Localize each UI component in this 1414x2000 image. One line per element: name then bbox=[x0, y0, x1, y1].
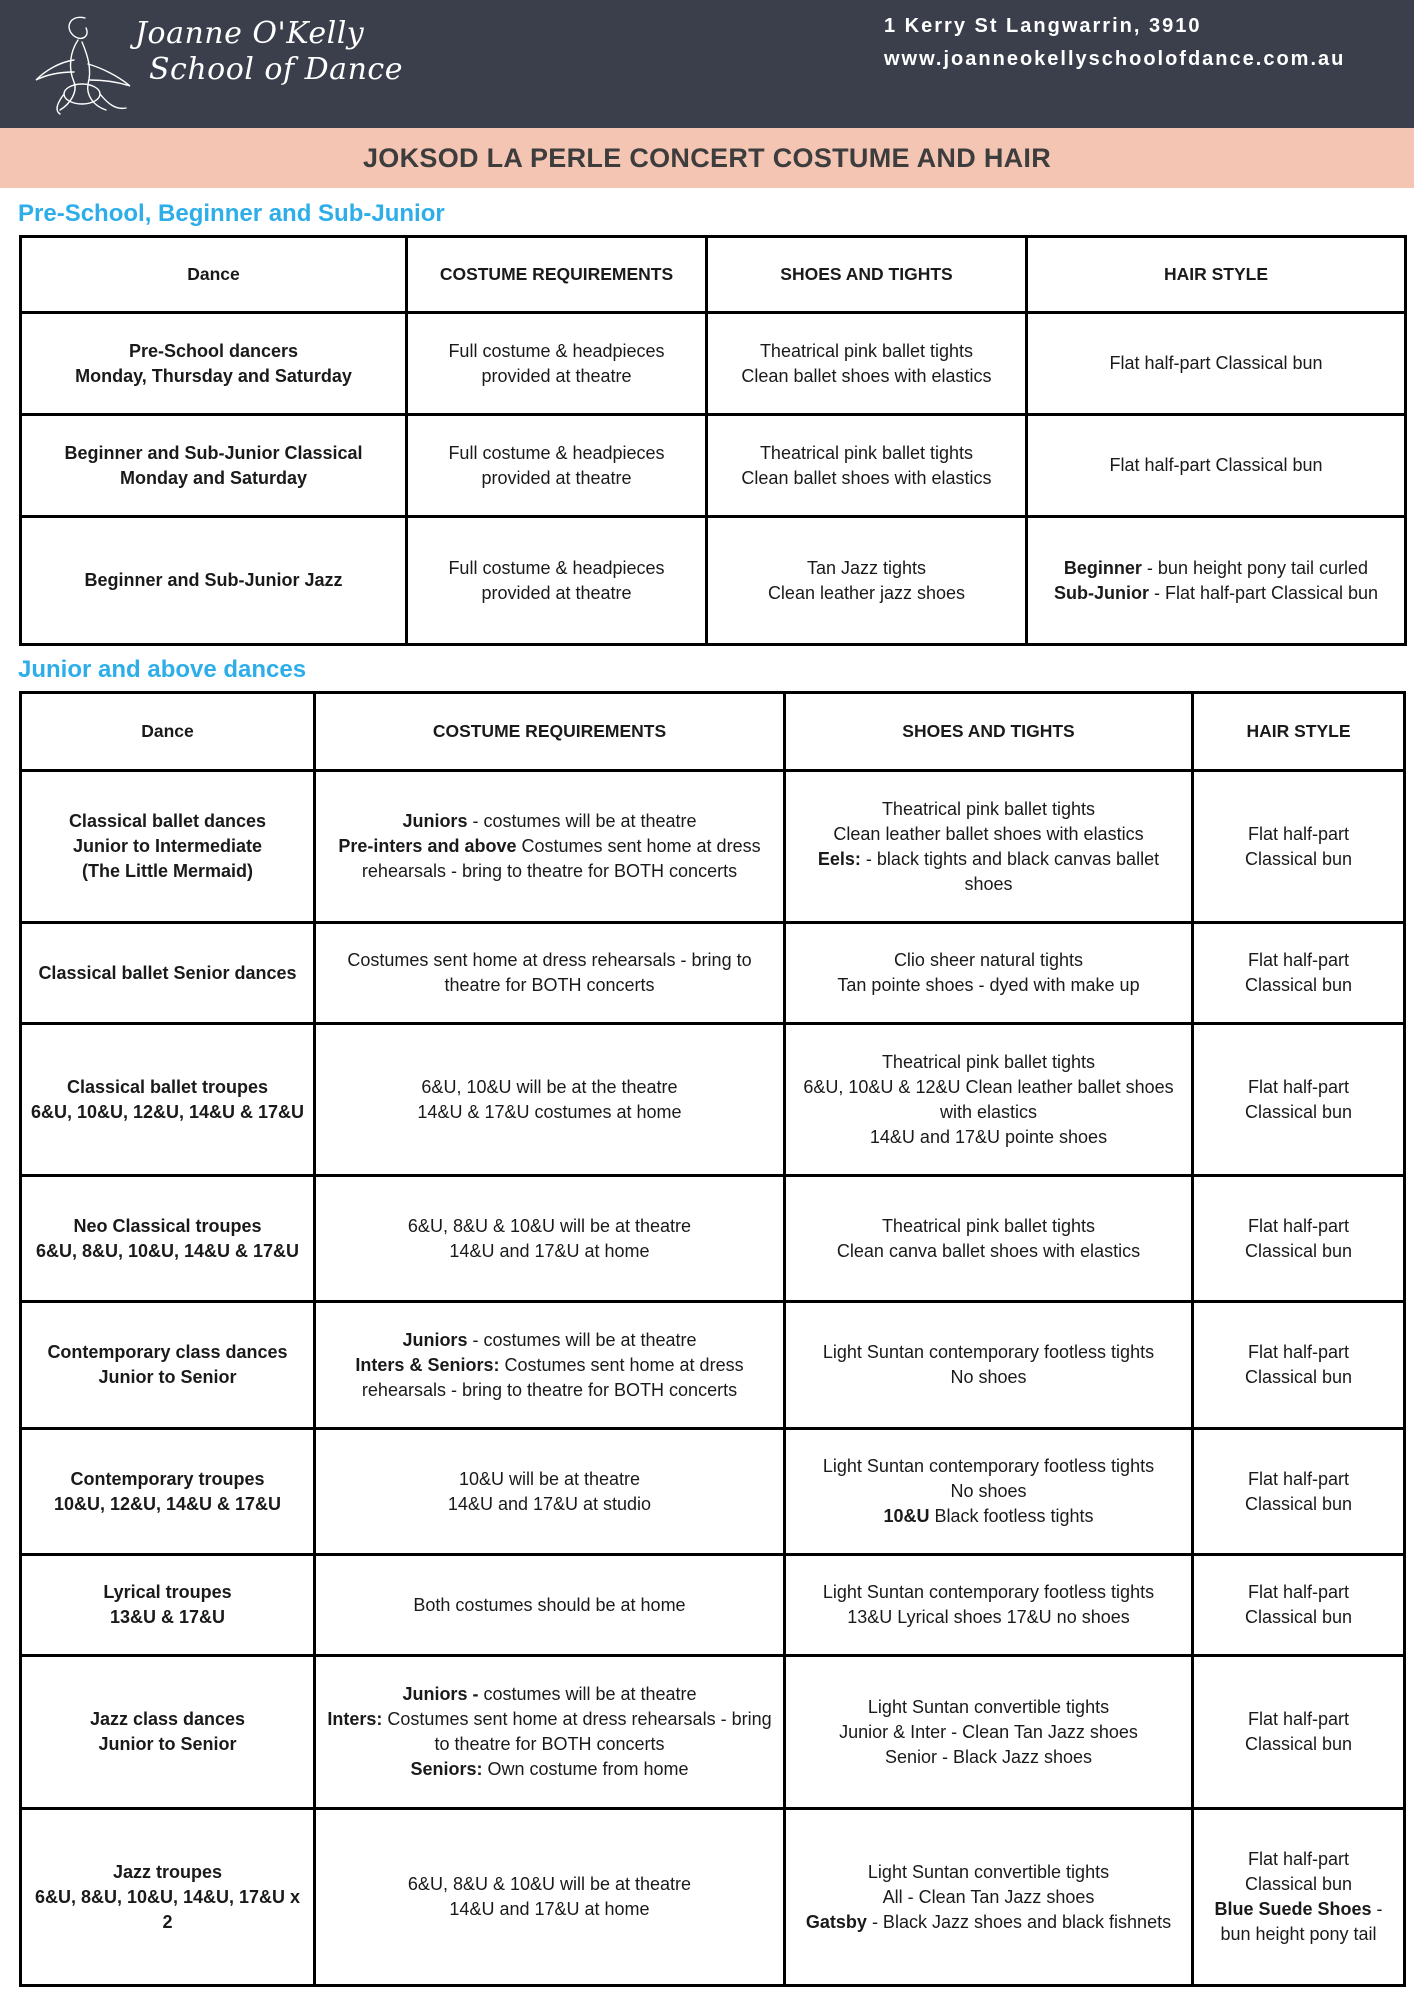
shoes-line: Light Suntan contemporary footless tights bbox=[822, 1456, 1155, 1476]
costume-line: provided at theatre bbox=[481, 582, 632, 603]
dance-line: Monday and Saturday bbox=[119, 467, 308, 488]
shoes-line: Senior - Black Jazz shoes bbox=[884, 1746, 1093, 1767]
costume-line: Both costumes should be at home bbox=[413, 1594, 686, 1615]
table-row bbox=[21, 1024, 1405, 1176]
costume-cell bbox=[315, 1176, 785, 1302]
costume-cell bbox=[315, 1429, 785, 1555]
costume-line bbox=[324, 1707, 775, 1757]
dance-cell bbox=[21, 923, 315, 1024]
hair-cell bbox=[1193, 1302, 1405, 1429]
shoes-text: - black tights and black canvas ballet shoes bbox=[860, 848, 1160, 894]
shoes-line: Tan Jazz tights bbox=[806, 557, 927, 578]
dance-cell bbox=[21, 1656, 315, 1809]
dance-line: Classical ballet troupes bbox=[66, 1076, 269, 1097]
dance-cell bbox=[21, 415, 407, 517]
costume-cell bbox=[407, 517, 707, 645]
hair-line: Flat half-part bbox=[1247, 1215, 1350, 1236]
logo-line-1: Joanne O'Kelly bbox=[135, 16, 365, 51]
hair-line: Flat half-part Classical bun bbox=[1109, 455, 1323, 475]
costume-line bbox=[324, 809, 775, 834]
hair-line: Classical bun bbox=[1244, 1240, 1353, 1261]
title-band bbox=[0, 128, 1414, 188]
table-row bbox=[21, 415, 1406, 517]
shoes-line: Theatrical pink ballet tights bbox=[759, 340, 974, 361]
costume-text: costumes will be at theatre bbox=[478, 1684, 697, 1704]
shoes-line bbox=[794, 1504, 1183, 1529]
hair-cell bbox=[1193, 1176, 1405, 1302]
hair-line: Classical bun bbox=[1244, 1607, 1353, 1627]
shoes-line bbox=[794, 1910, 1183, 1935]
costume-cell bbox=[315, 771, 785, 923]
dance-line: Jazz class dances bbox=[89, 1709, 246, 1729]
website: www.joanneokellyschoolofdance.com.au bbox=[884, 48, 1346, 70]
shoes-cell bbox=[785, 1302, 1193, 1429]
costume-line: Costumes sent home at dress rehearsals - bring to theatre for BOTH concerts bbox=[347, 950, 752, 995]
col-header-dance: Dance bbox=[21, 237, 407, 313]
shoes-line: All - Clean Tan Jazz shoes bbox=[882, 1886, 1095, 1907]
hair-line bbox=[1036, 581, 1396, 606]
costume-text: - costumes will be at theatre bbox=[467, 1329, 697, 1350]
costume-line: provided at theatre bbox=[481, 467, 632, 488]
hair-cell bbox=[1193, 1024, 1405, 1176]
costume-text: Costumes sent home at dress rehearsals - bring to theatre for BOTH concerts bbox=[361, 836, 761, 881]
hair-line: Classical bun bbox=[1244, 1367, 1353, 1387]
address: 1 Kerry St Langwarrin, 3910 bbox=[884, 15, 1202, 37]
shoes-line: Light Suntan convertible tights bbox=[867, 1861, 1110, 1882]
shoes-cell bbox=[785, 771, 1193, 923]
col-header-dance: Dance bbox=[21, 693, 315, 771]
shoes-line: Theatrical pink ballet tights bbox=[881, 798, 1096, 819]
table-row bbox=[21, 1429, 1405, 1555]
table-row bbox=[21, 313, 1406, 415]
shoes-cell bbox=[785, 1555, 1193, 1656]
hair-line: Flat half-part bbox=[1247, 1849, 1350, 1869]
costume-line: 6&U, 8&U & 10&U will be at theatre bbox=[407, 1215, 692, 1236]
shoes-line: Theatrical pink ballet tights bbox=[881, 1051, 1096, 1072]
shoes-line: No shoes bbox=[950, 1481, 1027, 1501]
costume-line bbox=[324, 1682, 775, 1707]
shoes-cell bbox=[785, 923, 1193, 1024]
shoes-line: Tan pointe shoes - dyed with make up bbox=[837, 975, 1140, 995]
table-header-row bbox=[21, 237, 1406, 313]
school-logo bbox=[30, 10, 403, 122]
shoes-line: Theatrical pink ballet tights bbox=[759, 442, 974, 463]
shoes-line: Clean ballet shoes with elastics bbox=[741, 467, 992, 488]
costume-cell bbox=[315, 1809, 785, 1986]
shoes-line: Light Suntan contemporary footless tights bbox=[822, 1582, 1155, 1602]
costume-line: 6&U, 10&U will be at the theatre bbox=[421, 1076, 678, 1097]
costume-line bbox=[324, 834, 775, 884]
table-row bbox=[21, 1656, 1405, 1809]
hair-line: Flat half-part bbox=[1247, 823, 1350, 844]
section-heading-junior: Junior and above dances bbox=[18, 656, 307, 683]
costume-line bbox=[324, 1353, 775, 1403]
logo-line-2: School of Dance bbox=[149, 52, 403, 87]
dance-cell bbox=[21, 313, 407, 415]
costume-label: Juniors bbox=[402, 811, 468, 831]
shoes-line: Clio sheer natural tights bbox=[893, 950, 1084, 970]
shoes-line: No shoes bbox=[950, 1367, 1027, 1387]
shoes-cell bbox=[785, 1429, 1193, 1555]
hair-line: Classical bun bbox=[1244, 848, 1353, 869]
dance-cell bbox=[21, 517, 407, 645]
costume-line bbox=[324, 1328, 775, 1353]
table-row bbox=[21, 923, 1405, 1024]
shoes-cell bbox=[785, 1176, 1193, 1302]
hair-line: Flat half-part bbox=[1247, 1342, 1350, 1362]
dance-line: Monday, Thursday and Saturday bbox=[75, 365, 352, 386]
col-header-hair: HAIR STYLE bbox=[1193, 693, 1405, 771]
shoes-line bbox=[794, 847, 1183, 897]
dance-cell bbox=[21, 1555, 315, 1656]
hair-line: Classical bun bbox=[1244, 1101, 1353, 1122]
dancer-logo-icon bbox=[30, 10, 140, 122]
costume-line bbox=[324, 1757, 775, 1782]
dance-line: 6&U, 10&U, 12&U, 14&U & 17&U bbox=[30, 1101, 305, 1122]
col-header-costume: COSTUME REQUIREMENTS bbox=[315, 693, 785, 771]
hair-line: Classical bun bbox=[1244, 975, 1353, 995]
costume-label: Juniors - bbox=[402, 1684, 479, 1704]
costume-label: Inters: bbox=[327, 1709, 383, 1729]
table-row bbox=[21, 1302, 1405, 1429]
hair-line bbox=[1202, 1897, 1395, 1947]
shoes-line: Clean leather ballet shoes with elastics bbox=[833, 823, 1144, 844]
shoes-line: 13&U Lyrical shoes 17&U no shoes bbox=[847, 1607, 1130, 1627]
dance-line: Beginner and Sub-Junior Classical bbox=[64, 442, 363, 463]
shoes-line: Clean leather jazz shoes bbox=[767, 582, 966, 603]
costume-text: Costumes sent home at dress rehearsals - bring to theatre for BOTH concerts bbox=[382, 1709, 772, 1754]
hair-line: Flat half-part bbox=[1247, 1582, 1350, 1602]
hair-cell bbox=[1027, 313, 1406, 415]
costume-line: 14&U and 17&U at studio bbox=[447, 1493, 652, 1514]
hair-line bbox=[1036, 556, 1396, 581]
hair-label: Blue Suede Shoes bbox=[1214, 1899, 1372, 1919]
costume-line: 6&U, 8&U & 10&U will be at theatre bbox=[407, 1874, 692, 1894]
table-row bbox=[21, 771, 1405, 923]
hair-label: Beginner bbox=[1063, 557, 1142, 578]
costume-cell bbox=[407, 313, 707, 415]
shoes-line: Theatrical pink ballet tights bbox=[881, 1215, 1096, 1236]
hair-text: - Flat half-part Classical bun bbox=[1148, 582, 1379, 603]
dance-line: 13&U & 17&U bbox=[109, 1607, 226, 1627]
shoes-line: Light Suntan convertible tights bbox=[867, 1696, 1110, 1717]
dance-cell bbox=[21, 1176, 315, 1302]
dance-line: Neo Classical troupes bbox=[73, 1215, 262, 1236]
costume-line: provided at theatre bbox=[481, 365, 632, 386]
costume-line: Full costume & headpieces bbox=[448, 557, 665, 578]
shoes-cell bbox=[707, 415, 1027, 517]
dance-cell bbox=[21, 771, 315, 923]
shoes-cell bbox=[707, 517, 1027, 645]
costume-cell bbox=[315, 1024, 785, 1176]
dance-cell bbox=[21, 1302, 315, 1429]
costume-cell bbox=[315, 1302, 785, 1429]
table-header-row bbox=[21, 693, 1405, 771]
col-header-shoes: SHOES AND TIGHTS bbox=[707, 237, 1027, 313]
page-header bbox=[0, 0, 1414, 128]
dance-line: Contemporary troupes bbox=[70, 1468, 265, 1489]
dance-line: Beginner and Sub-Junior Jazz bbox=[84, 570, 343, 590]
preschool-table bbox=[19, 235, 1407, 646]
costume-cell bbox=[315, 1656, 785, 1809]
dance-line: 6&U, 8&U, 10&U, 14&U, 17&U x 2 bbox=[34, 1886, 301, 1932]
costume-line: Full costume & headpieces bbox=[448, 442, 665, 463]
hair-cell bbox=[1193, 1809, 1405, 1986]
shoes-label: 10&U bbox=[883, 1506, 930, 1526]
col-header-hair: HAIR STYLE bbox=[1027, 237, 1406, 313]
hair-cell bbox=[1193, 1656, 1405, 1809]
dance-line: Jazz troupes bbox=[112, 1861, 223, 1882]
dance-line: 10&U, 12&U, 14&U & 17&U bbox=[53, 1493, 282, 1514]
hair-cell bbox=[1027, 415, 1406, 517]
shoes-text: - Black Jazz shoes and black fishnets bbox=[866, 1911, 1172, 1932]
costume-line: 14&U and 17&U at home bbox=[449, 1240, 650, 1261]
costume-line: 14&U & 17&U costumes at home bbox=[417, 1101, 682, 1122]
shoes-cell bbox=[785, 1024, 1193, 1176]
hair-line: Classical bun bbox=[1244, 1874, 1353, 1894]
costume-text: Own costume from home bbox=[482, 1759, 689, 1779]
shoes-line: 14&U and 17&U pointe shoes bbox=[869, 1126, 1108, 1147]
costume-cell bbox=[315, 1555, 785, 1656]
costume-cell bbox=[407, 415, 707, 517]
dance-line: Lyrical troupes bbox=[103, 1582, 232, 1602]
costume-label: Seniors: bbox=[410, 1759, 483, 1779]
junior-table bbox=[19, 691, 1406, 1987]
hair-label: Sub-Junior bbox=[1053, 582, 1149, 603]
table-row bbox=[21, 517, 1406, 645]
hair-line: Classical bun bbox=[1244, 1734, 1353, 1754]
hair-cell bbox=[1193, 771, 1405, 923]
shoes-label: Eels: bbox=[817, 848, 861, 869]
shoes-cell bbox=[785, 1656, 1193, 1809]
table-row bbox=[21, 1809, 1405, 1986]
costume-label: Inters & Seniors: bbox=[355, 1354, 500, 1375]
hair-line: Classical bun bbox=[1244, 1493, 1353, 1514]
table-row bbox=[21, 1555, 1405, 1656]
col-header-costume: COSTUME REQUIREMENTS bbox=[407, 237, 707, 313]
section-heading-preschool: Pre-School, Beginner and Sub-Junior bbox=[18, 200, 445, 227]
hair-text: - bun height pony tail curled bbox=[1141, 557, 1369, 578]
shoes-text: Black footless tights bbox=[929, 1506, 1094, 1526]
hair-line: Flat half-part bbox=[1247, 1468, 1350, 1489]
dance-line: Contemporary class dances Junior to Senior bbox=[47, 1342, 288, 1387]
shoes-line: 6&U, 10&U & 12&U Clean leather ballet shoes with elastics bbox=[803, 1076, 1174, 1122]
costume-text: Costumes sent home at dress rehearsals - bring to theatre for BOTH concerts bbox=[361, 1354, 744, 1400]
hair-text: - bun height pony tail bbox=[1220, 1899, 1383, 1944]
shoes-line: Clean ballet shoes with elastics bbox=[741, 365, 992, 386]
costume-line: 10&U will be at theatre bbox=[458, 1468, 641, 1489]
costume-text: - costumes will be at theatre bbox=[467, 811, 697, 831]
dance-line: Pre-School dancers bbox=[128, 340, 299, 361]
hair-line: Flat half-part bbox=[1247, 950, 1350, 970]
hair-line: Flat half-part bbox=[1247, 1709, 1350, 1729]
shoes-cell bbox=[785, 1809, 1193, 1986]
contact-info bbox=[884, 10, 1374, 76]
table-row bbox=[21, 1176, 1405, 1302]
dance-line: Classical ballet dances bbox=[68, 811, 267, 831]
costume-line: Full costume & headpieces bbox=[448, 340, 665, 361]
costume-label: Juniors bbox=[402, 1329, 468, 1350]
costume-label: Pre-inters and above bbox=[338, 836, 517, 856]
dance-line: Classical ballet Senior dances bbox=[38, 962, 297, 983]
shoes-label: Gatsby bbox=[805, 1911, 867, 1932]
page-title: JOKSOD LA PERLE CONCERT COSTUME AND HAIR bbox=[362, 142, 1052, 173]
dance-line: 6&U, 8&U, 10&U, 14&U & 17&U bbox=[35, 1240, 300, 1261]
dance-cell bbox=[21, 1024, 315, 1176]
hair-cell bbox=[1193, 923, 1405, 1024]
costume-cell bbox=[315, 923, 785, 1024]
hair-cell bbox=[1193, 1555, 1405, 1656]
shoes-line: Light Suntan contemporary footless tights bbox=[822, 1342, 1155, 1362]
hair-cell bbox=[1027, 517, 1406, 645]
hair-line: Flat half-part bbox=[1247, 1076, 1350, 1097]
hair-cell bbox=[1193, 1429, 1405, 1555]
shoes-line: Clean canva ballet shoes with elastics bbox=[836, 1240, 1141, 1261]
costume-line: 14&U and 17&U at home bbox=[449, 1899, 650, 1919]
shoes-cell bbox=[707, 313, 1027, 415]
dance-line: (The Little Mermaid) bbox=[81, 861, 253, 881]
dance-line: Junior to Intermediate bbox=[72, 836, 263, 856]
dance-cell bbox=[21, 1429, 315, 1555]
dance-line: Junior to Senior bbox=[98, 1734, 237, 1754]
col-header-shoes: SHOES AND TIGHTS bbox=[785, 693, 1193, 771]
hair-line: Flat half-part Classical bun bbox=[1109, 353, 1323, 373]
dance-cell bbox=[21, 1809, 315, 1986]
shoes-line: Junior & Inter - Clean Tan Jazz shoes bbox=[839, 1721, 1138, 1742]
